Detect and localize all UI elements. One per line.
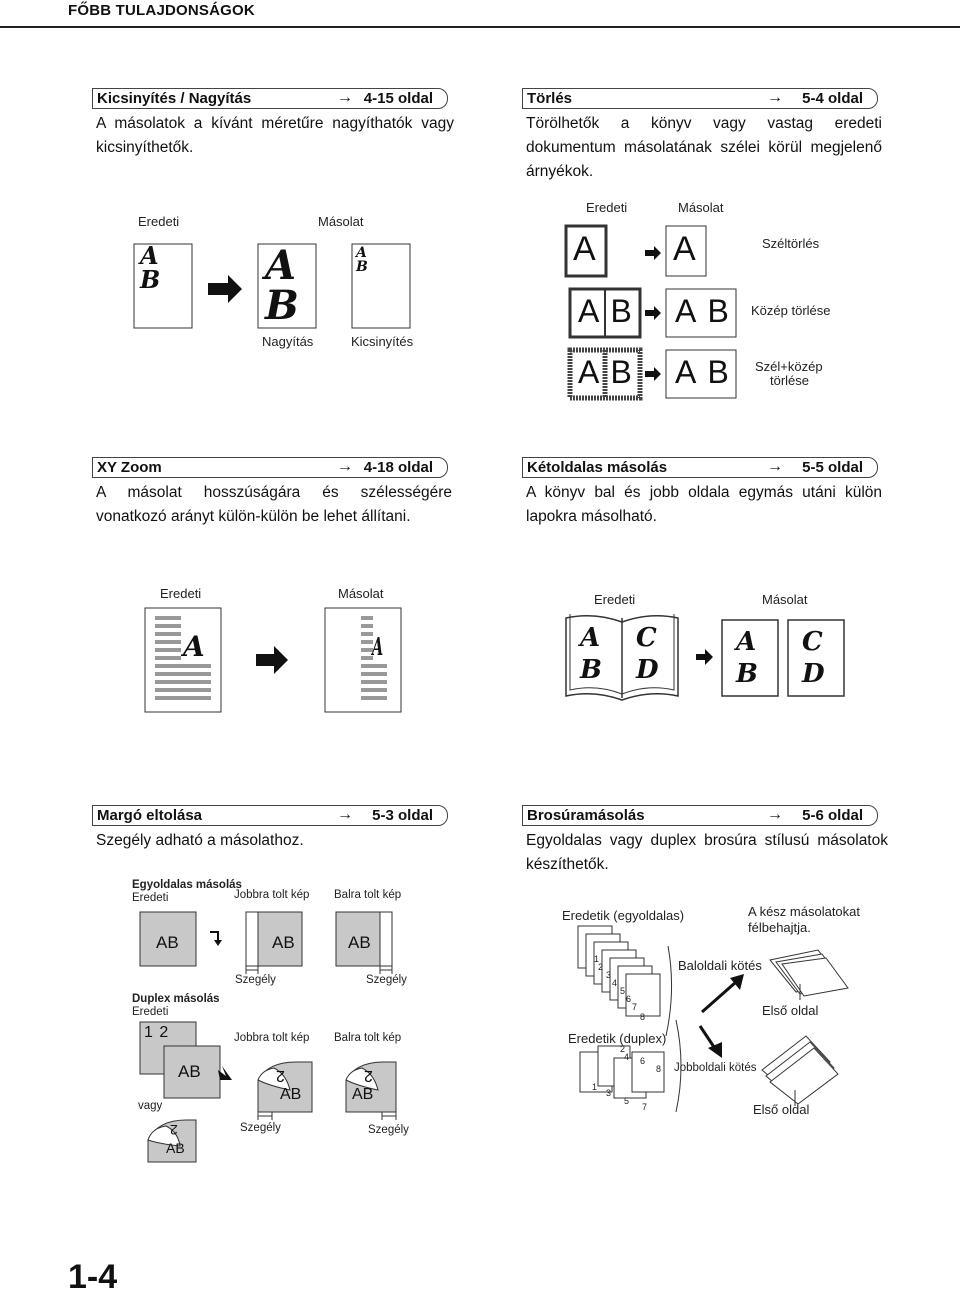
page-number-two: 2 [364, 1067, 373, 1084]
section-title: Kicsinyítés / Nagyítás [97, 90, 252, 107]
section-title: Brosúramásolás [527, 807, 645, 824]
page-number: 1-4 [68, 1258, 118, 1292]
copy-right-letters: C D [802, 627, 825, 689]
label-copy: Másolat [678, 200, 724, 215]
page-numbers: 1 2 [144, 1024, 170, 1041]
reduced-letters: A B [356, 245, 368, 275]
label-right-shift: Jobbra tolt kép [234, 889, 310, 901]
letters-ab: AB [178, 1062, 201, 1081]
label-simplex: Egyoldalas másolás [132, 879, 242, 891]
book-right-letters: C D [636, 623, 659, 685]
arrow-right-icon: → [337, 458, 353, 475]
label-center-erase: Közép törlése [751, 303, 831, 318]
section-text-dual: A könyv bal és jobb oldala egymás utáni külön lapokra másolható. [526, 484, 882, 525]
svg-text:5: 5 [624, 1096, 630, 1106]
label-first-page: Első oldal [762, 1003, 819, 1018]
label-left-shift: Balra tolt kép [334, 1032, 402, 1044]
svg-text:1: 1 [592, 1082, 598, 1092]
label-margin: Szegély [368, 1124, 409, 1136]
label-first-page: Első oldal [753, 1102, 810, 1117]
arrow-right-icon: → [337, 89, 353, 106]
letter-a: A [673, 230, 696, 268]
arrow-right-icon: → [767, 806, 783, 823]
letter-a-narrow: A [372, 632, 384, 661]
section-text-xyzoom: A másolat hosszúságára és szélességére vonatkozó arányt külön-külön be lehet állítani. [96, 484, 452, 525]
label-originals-duplex: Eredetik (duplex) [568, 1031, 667, 1046]
label-finished-2: félbehajtja. [748, 920, 811, 935]
page-header-title: FŐBB TULAJDONSÁGOK [68, 2, 255, 19]
svg-text:3: 3 [606, 1088, 612, 1098]
section-title: Margó eltolása [97, 807, 203, 824]
letters-ab: A B [578, 293, 634, 329]
label-left-binding: Baloldali kötés [678, 958, 762, 973]
letter-a: A [183, 630, 205, 663]
label-originals-simplex: Eredetik (egyoldalas) [562, 908, 685, 923]
svg-text:7: 7 [632, 1002, 638, 1012]
book-left-letters: A B [580, 623, 602, 685]
label-original: Eredeti [132, 892, 169, 904]
page-ref: 4-18 oldal [363, 459, 433, 476]
label-original: Eredeti [132, 1006, 169, 1018]
letters-ab: AB [272, 933, 295, 952]
label-original: Eredeti [160, 586, 202, 601]
svg-text:3: 3 [606, 970, 612, 980]
page-number-two: 2 [276, 1067, 285, 1084]
page-number-two: 2 [170, 1122, 178, 1138]
label-edge-center-erase-2: törlése [770, 373, 810, 388]
section-text-booklet: Egyoldalas vagy duplex brosúra stílusú másolatok készíthetők. [526, 832, 888, 873]
label-finished-1: A kész másolatokat [748, 904, 860, 919]
svg-text:5: 5 [620, 986, 626, 996]
section-title: XY Zoom [97, 459, 162, 476]
label-copy: Másolat [318, 214, 364, 229]
svg-text:1: 1 [594, 954, 600, 964]
section-text-erase: Törölhetők a könyv vagy vastag eredeti dokumentum másolatának szélei körül megjelenő árnyékok. [526, 115, 882, 180]
label-margin: Szegély [240, 1122, 281, 1134]
letters-ab: AB [166, 1140, 185, 1156]
label-or: vagy [138, 1100, 163, 1112]
label-edge-center-erase: Szél+közép [755, 359, 823, 374]
svg-text:2: 2 [620, 1044, 626, 1054]
enlarged-letters: A B [265, 242, 299, 329]
section-text-resize: A másolatok a kívánt méretűre nagyíthatók vagy kicsinyíthetők. [96, 115, 454, 156]
label-right-binding: Jobboldali kötés [674, 1062, 757, 1074]
label-original: Eredeti [594, 592, 636, 607]
label-enlarge: Nagyítás [262, 334, 314, 349]
page-ref: 5-4 oldal [802, 90, 863, 107]
label-left-shift: Balra tolt kép [334, 889, 402, 901]
svg-text:4: 4 [624, 1052, 630, 1062]
copy-left-letters: A B [736, 627, 758, 689]
page-ref: 5-3 oldal [372, 807, 433, 824]
page-ref: 5-5 oldal [802, 459, 863, 476]
label-original: Eredeti [138, 214, 180, 229]
letters-ab: A B [578, 354, 634, 390]
label-edge-erase: Széltörlés [762, 236, 820, 251]
arrow-right-icon: → [337, 806, 353, 823]
label-margin: Szegély [366, 974, 407, 986]
section-title: Törlés [527, 90, 573, 107]
section-title: Kétoldalas másolás [527, 459, 668, 476]
svg-text:2: 2 [598, 962, 604, 972]
letter-a: A [573, 230, 596, 268]
arrow-right-icon: → [767, 89, 783, 106]
label-reduce: Kicsinyítés [351, 334, 414, 349]
letters-ab: AB [348, 933, 371, 952]
label-original: Eredeti [586, 200, 628, 215]
letters-ab: AB [280, 1086, 302, 1103]
label-copy: Másolat [338, 586, 384, 601]
section-text-margin: Szegély adható a másolathoz. [96, 832, 304, 849]
letters-ab: A B [675, 293, 731, 329]
svg-text:7: 7 [642, 1102, 648, 1112]
page-ref: 5-6 oldal [802, 807, 863, 824]
svg-text:4: 4 [612, 978, 618, 988]
label-copy: Másolat [762, 592, 808, 607]
letters-ab: AB [156, 933, 179, 952]
svg-text:6: 6 [640, 1056, 646, 1066]
svg-text:6: 6 [626, 994, 632, 1004]
letters-ab: A B [675, 354, 731, 390]
svg-text:8: 8 [656, 1064, 662, 1074]
svg-text:8: 8 [640, 1012, 646, 1022]
page-ref: 4-15 oldal [363, 90, 433, 107]
label-margin: Szegély [235, 974, 276, 986]
arrow-right-icon: → [767, 458, 783, 475]
label-right-shift: Jobbra tolt kép [234, 1032, 310, 1044]
letters-ab: AB [352, 1086, 374, 1103]
small-letters: A B [140, 241, 161, 294]
label-duplex: Duplex másolás [132, 993, 220, 1005]
